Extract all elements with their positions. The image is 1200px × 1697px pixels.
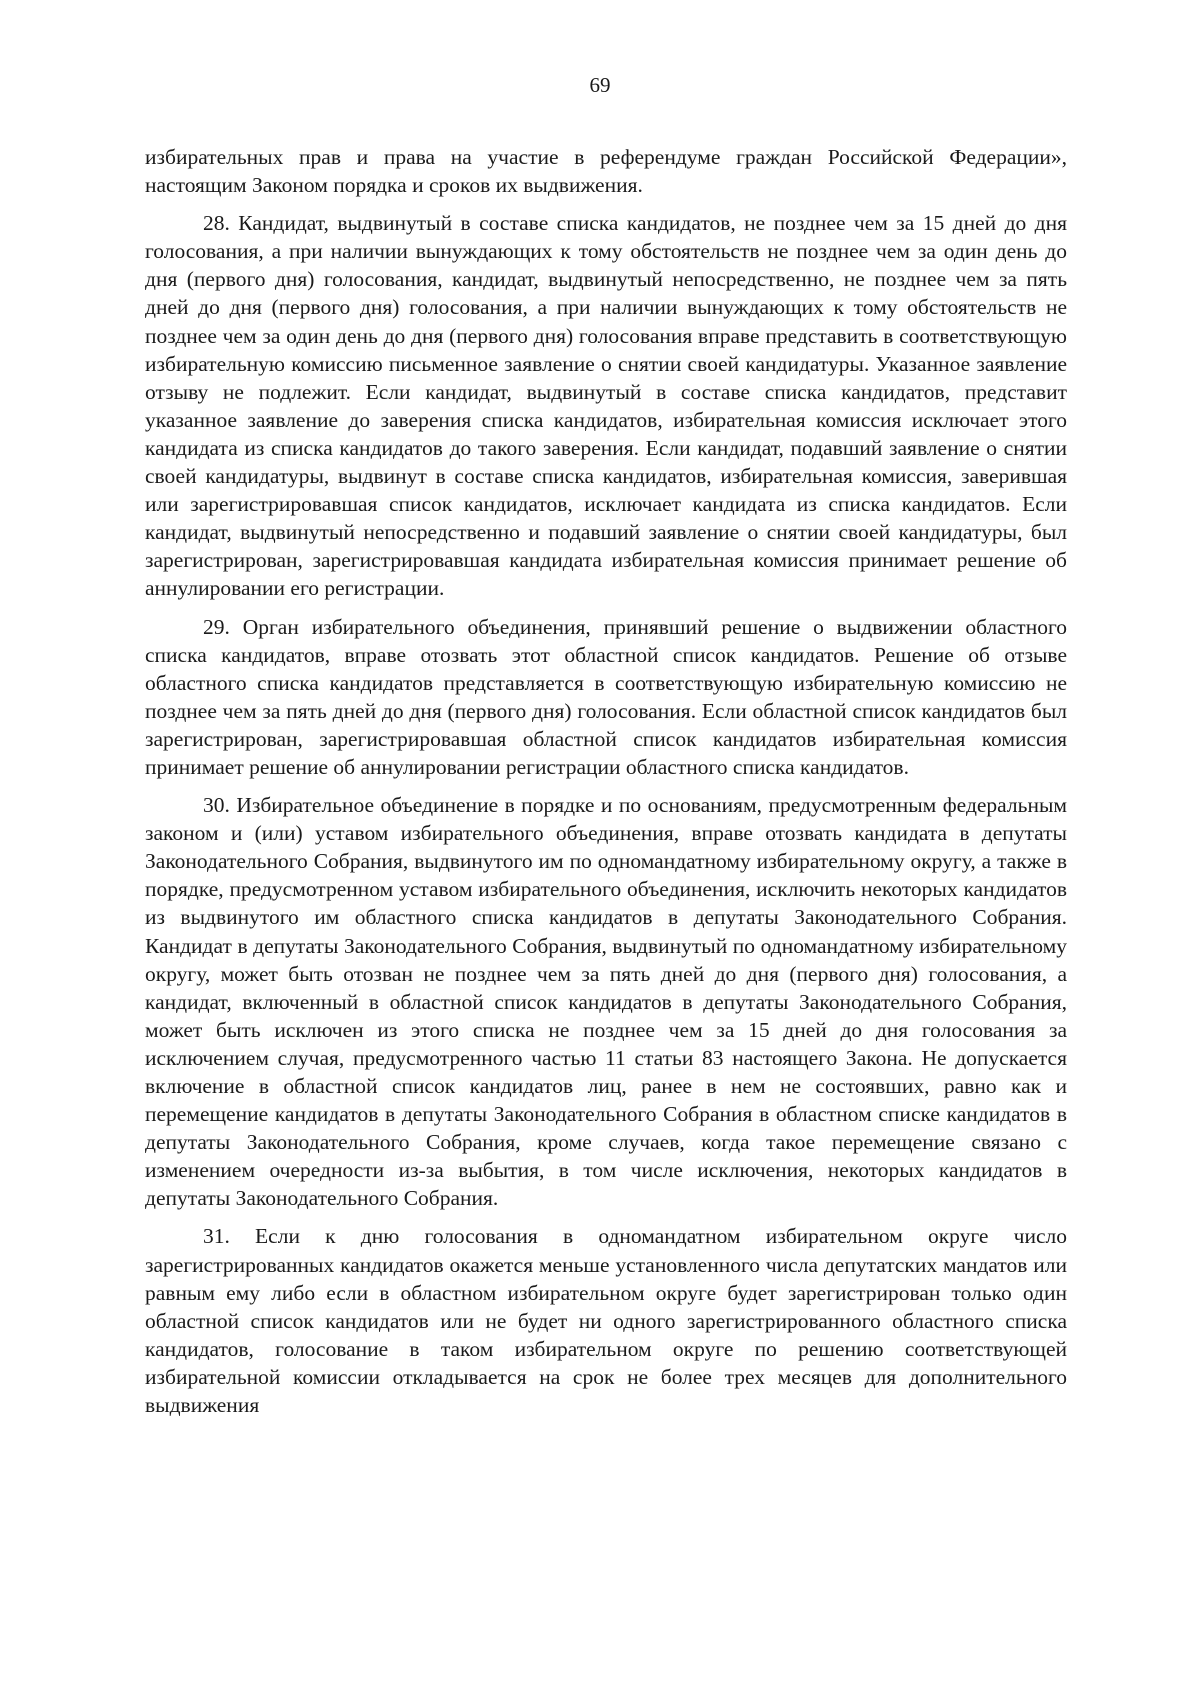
paragraph-29: 29. Орган избирательного объединения, принявший решение о выдвижении областного списка кандидатов, вправе отозвать этот областной список кандидатов. Решение об отзыве областного списка кандидатов представляется в соответствующую избирательную комиссию не позднее чем за пять дней до дня (первого дня) голосования. Если областной список кандидатов был зарегистрирован, зарегистрировавшая областной список кандидатов избирательная комиссия принимает решение об аннулировании регистрации областного списка кандидатов. [145,614,1067,779]
paragraph-31: 31. Если к дню голосования в одномандатном избирательном округе число зарегистрированных кандидатов окажется меньше установленного числа депутатских мандатов или равным ему либо если в областном избирательном округе будет зарегистрирован только один областной список кандидатов или не будет ни одного зарегистрированного областного списка кандидатов, голосование в таком избирательном округе по решению соответствующей избирательной комиссии откладывается на срок не более трех месяцев для дополнительного выдвижения [145,1224,1067,1418]
paragraph-continuation: избирательных прав и права на участие в референдуме граждан Российской Федерации», настоящим Законом порядка и сроков их выдвижения. [145,145,1067,198]
paragraph-28: 28. Кандидат, выдвинутый в составе списка кандидатов, не позднее чем за 15 дней до дня голосования, а при наличии вынуждающих к тому обстоятельств не позднее чем за один день до дня (первого дня) голосования, кандидат, выдвинутый непосредственно, не позднее чем за пять дней до дня (первого дня) голосования, а при наличии вынуждающих к тому обстоятельств не позднее чем за один день до дня (первого дня) голосования вправе представить в соответствующую избирательную комиссию письменное заявление о снятии своей кандидатуры. Указанное заявление отзыву не подлежит. Если кандидат, выдвинутый в составе списка кандидатов, представит указанное заявление до заверения списка кандидатов, избирательная комиссия исключает этого кандидата из списка кандидатов до такого заверения. Если кандидат, подавший заявление о снятии своей кандидатуры, выдвинут в составе списка кандидатов, избирательная комиссия, заверившая или зарегистрировавшая список кандидатов, исключает кандидата из списка кандидатов. Если кандидат, выдвинутый непосредственно и подавший заявление о снятии своей кандидатуры, был зарегистрирован, зарегистрировавшая кандидата избирательная комиссия принимает решение об аннулировании его регистрации. [145,211,1067,601]
paragraph-30: 30. Избирательное объединение в порядке и по основаниям, предусмотренным федеральным законом и (или) уставом избирательного объединения, вправе отозвать кандидата в депутаты Законодательного Собрания, выдвинутого им по одномандатному избирательному округу, а также в порядке, предусмотренном уставом избирательного объединения, исключить некоторых кандидатов из выдвинутого им областного списка кандидатов в депутаты Законодательного Собрания. Кандидат в депутаты Законодательного Собрания, выдвинутый по одномандатному избирательному округу, может быть отозван не позднее чем за пять дней до дня (первого дня) голосования, а кандидат, включенный в областной список кандидатов в депутаты Законодательного Собрания, может быть исключен из этого списка не позднее чем за 15 дней до дня голосования за исключением случая, предусмотренного частью 11 статьи 83 настоящего Закона. Не допускается включение в областной список кандидатов лиц, ранее в нем не состоявших, равно как и перемещение кандидатов в депутаты Законодательного Собрания в областном списке кандидатов в депутаты Законодательного Собрания, кроме случаев, когда такое перемещение связано с изменением очередности из-за выбытия, в том числе исключения, некоторых кандидатов в депутаты Законодательного Собрания. [145,793,1067,1211]
document-body [145,143,1067,1419]
page-number: 69 [589,73,611,97]
